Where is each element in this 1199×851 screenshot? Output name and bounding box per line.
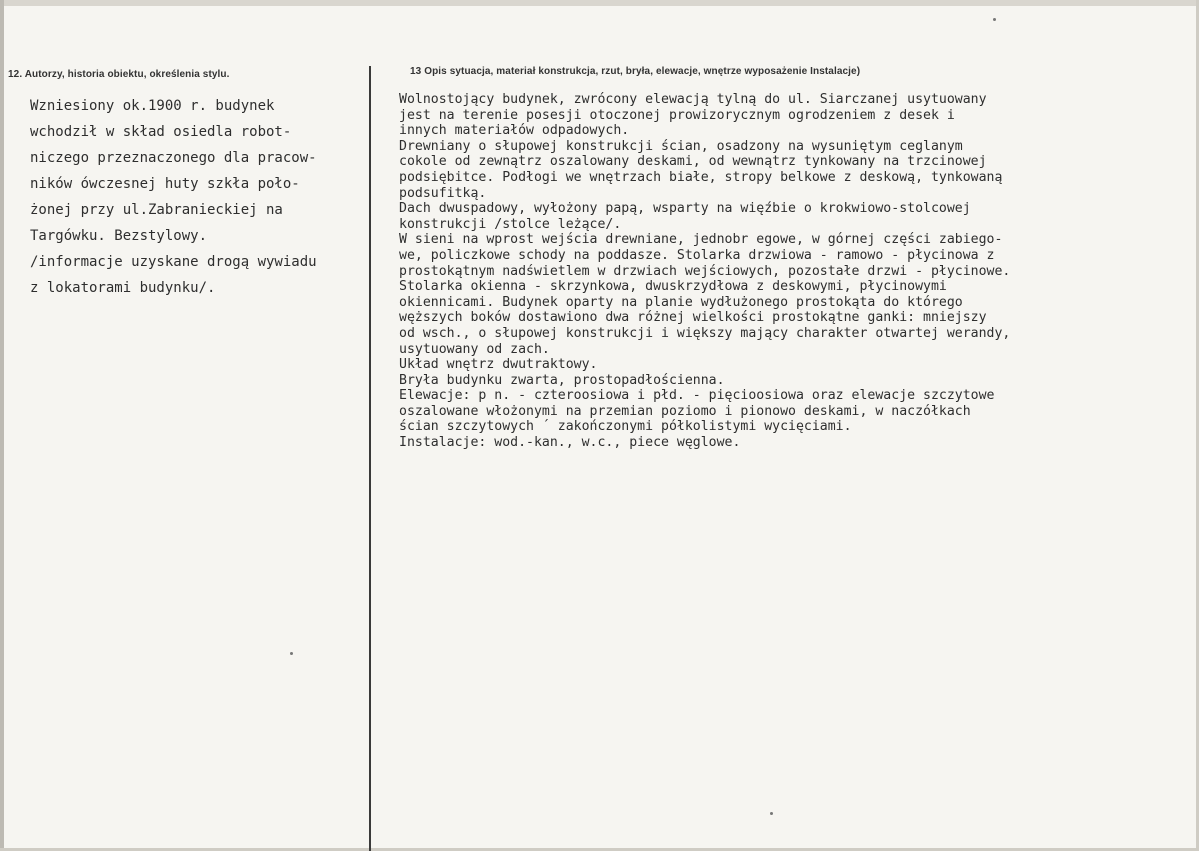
- text-line: od wsch., o słupowej konstrukcji i większy mający charakter otwartej werandy,: [399, 325, 1011, 341]
- text-line: Drewniany o słupowej konstrukcji ścian, osadzony na wysuniętym ceglanym: [399, 138, 963, 154]
- text-line: Dach dwuspadowy, wyłożony papą, wsparty na więźbie o krokwiowo-stolcowej: [399, 201, 971, 217]
- text-line: podsufitką.: [399, 185, 487, 201]
- text-line: Wzniesiony ok.1900 r. budynek: [30, 98, 275, 114]
- text-line: ścian szczytowych ´ zakończonymi półkolistymi wycięciami.: [399, 419, 852, 435]
- text-line: innych materiałów odpadowych.: [399, 123, 630, 139]
- text-line: Targówku. Bezstylowy.: [30, 228, 208, 244]
- text-line: Stolarka okienna - skrzynkowa, dwuskrzydłowa z deskowymi, płycinowymi: [399, 279, 947, 295]
- text-line: usytuowany od zach.: [399, 341, 550, 357]
- text-line: we, policzkowe schody na poddasze. Stolarka drzwiowa - ramowo - płycinowa z: [399, 247, 995, 263]
- text-line: okiennicami. Budynek oparty na planie wydłużonego prostokąta do którego: [399, 294, 963, 310]
- paper-speck: [290, 652, 293, 655]
- text-line: W sieni na wprost wejścia drewniane, jednobr egowe, w górnej części zabiego-: [399, 232, 1003, 248]
- text-line: Bryła budynku zwarta, prostopadłościenna.: [399, 372, 725, 388]
- paper-speck: [770, 812, 773, 815]
- section-12-text: [30, 93, 368, 301]
- card-left-edge: [0, 0, 4, 851]
- text-line: jest na terenie posesji otoczonej prowizorycznym ogrodzeniem z desek i: [399, 107, 955, 123]
- section-13-text: [399, 92, 1184, 451]
- text-line: Elewacje: p n. - czteroosiowa i płd. - pięcioosiowa oraz elewacje szczytowe: [399, 388, 995, 404]
- section-12-heading: 12. Autorzy, historia obiektu, określenia stylu.: [8, 69, 230, 80]
- text-line: konstrukcji /stolce leżące/.: [399, 216, 622, 232]
- text-line: /informacje uzyskane drogą wywiadu: [30, 254, 317, 270]
- text-line: węższych boków dostawiono dwa różnej wielkości prostokątne ganki: mniejszy: [399, 310, 987, 326]
- text-line: cokole od zewnątrz oszalowany deskami, od wewnątrz tynkowany na trzcinowej: [399, 154, 987, 170]
- text-line: ników ówczesnej huty szkła poło-: [30, 176, 300, 192]
- section-13-heading: 13 Opis sytuacja, materiał konstrukcja, rzut, bryła, elewacje, wnętrze wyposażenie Instalacje): [410, 66, 861, 77]
- card-top-edge: [0, 0, 1199, 6]
- column-divider: [369, 66, 371, 851]
- text-line: Układ wnętrz dwutraktowy.: [399, 357, 598, 373]
- text-line: niczego przeznaczonego dla pracow-: [30, 150, 317, 166]
- text-line: z lokatorami budynku/.: [30, 280, 216, 296]
- text-line: Instalacje: wod.-kan., w.c., piece węglowe.: [399, 435, 741, 451]
- paper-speck: [993, 18, 996, 21]
- text-line: wchodził w skład osiedla robot-: [30, 124, 292, 140]
- text-line: oszalowane włożonymi na przemian poziomo i pionowo deskami, w naczółkach: [399, 403, 971, 419]
- text-line: Wolnostojący budynek, zwrócony elewacją tylną do ul. Siarczanej usytuowany: [399, 92, 987, 107]
- text-line: podsiębitce. Podłogi we wnętrzach białe, stropy belkowe z deskową, tynkowaną: [399, 169, 1003, 185]
- text-line: prostokątnym nadświetlem w drzwiach wejściowych, pozostałe drzwi - płycinowe.: [399, 263, 1011, 279]
- text-line: żonej przy ul.Zabranieckiej na: [30, 202, 283, 218]
